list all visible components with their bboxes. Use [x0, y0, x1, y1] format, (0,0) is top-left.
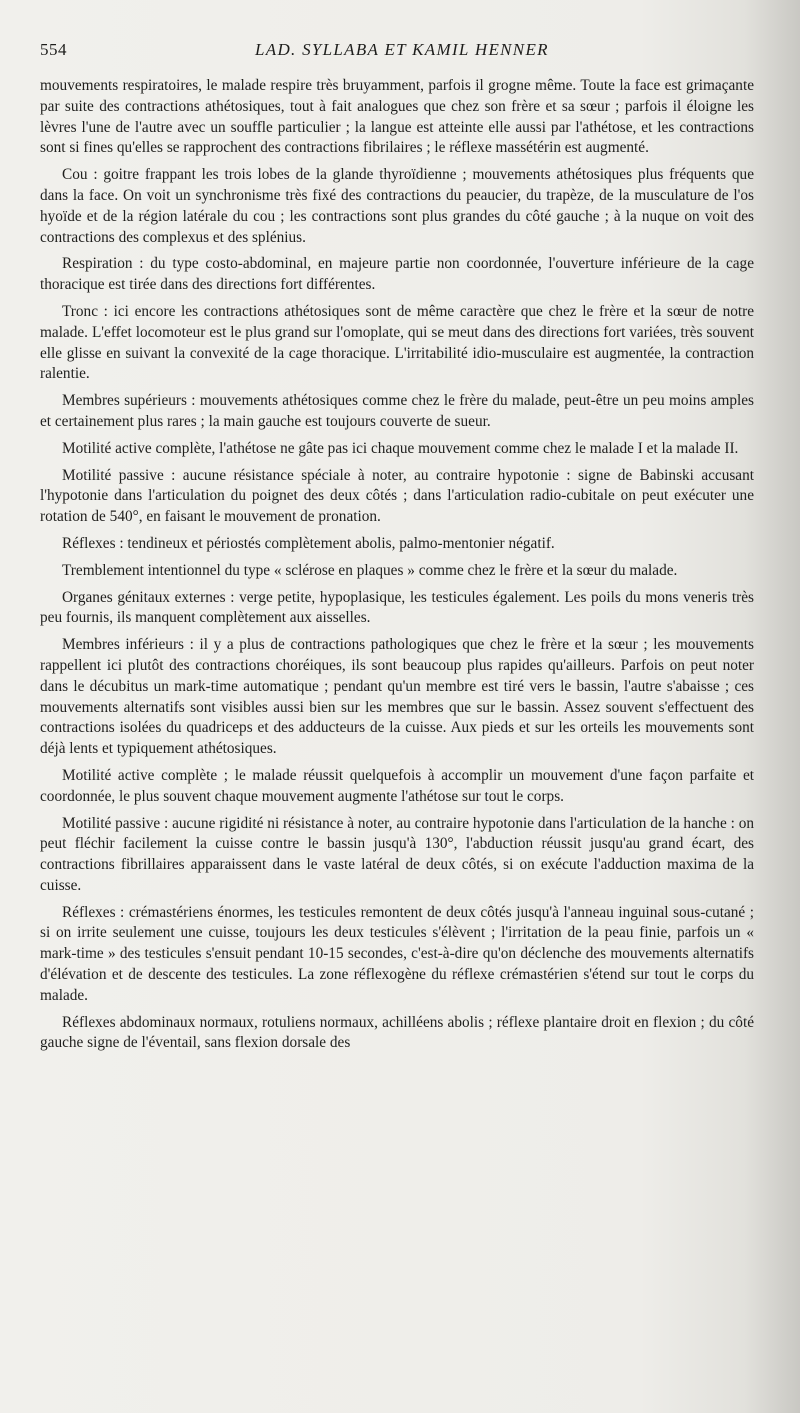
paragraph-tronc: Tronc : ici encore les contractions athétosiques sont de même caractère que chez le frère et la sœur de notre malade. L'effet locomoteur est le plus grand sur l'omoplate, qui se meut dans des directions fort variées, très souvent elle glisse en suivant la convexité de la cage thoracique. L'irritabilité idio-musculaire est augmentée, la contraction ralentie. [40, 302, 754, 383]
paragraph-motilite-passive-inf: Motilité passive : aucune rigidité ni résistance à noter, au contraire hypotonie dans l'articulation de la hanche : on peut fléchir facilement la cuisse contre le bassin jusqu'à 130°, l'abduction réussit jusqu'au grand écart, des contractions fibrillaires apparaissent dans le vaste latéral de deux côtés, si on exécute l'adduction maxima de la cuisse. [40, 814, 754, 894]
body-text [40, 76, 754, 1060]
page-header [40, 40, 760, 64]
paragraph-reflexes-cremasteriens: Réflexes : crémastériens énormes, les testicules remontent de deux côtés jusqu'à l'anneau inguinal sous-cutané ; si on irrite seulement une cuisse, toujours les deux testicules s'élèvent ; l'irritation de la peau finie, parfois un « mark-time » des testicules s'ensuit pendant 10-15 secondes, c'est-à-dire qu'on déclenche des mouvements alternatifs d'élévation et de descente des testicules. La zone réflexogène du réflexe crémastérien s'étend sur tout le corps du malade. [40, 903, 754, 1004]
running-head: LAD. SYLLABA ET KAMIL HENNER [255, 40, 549, 59]
paragraph-reflexes-abdominaux: Réflexes abdominaux normaux, rotuliens normaux, achilléens abolis ; réflexe plantaire droit en flexion ; du côté gauche signe de l'éventail, sans flexion dorsale des [40, 1013, 754, 1052]
paragraph-tremblement: Tremblement intentionnel du type « sclérose en plaques » comme chez le frère et la sœur du malade. [62, 561, 678, 579]
paragraph-motilite-active-sup: Motilité active complète, l'athétose ne gâte pas ici chaque mouvement comme chez le malade I et la malade II. [62, 439, 739, 457]
paragraph-face: mouvements respiratoires, le malade respire très bruyamment, parfois il grogne même. Toute la face est grimaçante par suite des contractions athétosiques, tout à fait analogues que chez son frère et sa sœur ; parfois il éloigne les lèvres l'une de l'autre avec un souffle particulier ; la langue est atteinte elle aussi par l'athétose, et les contractions sont si fines qu'elles se rapprochent des contractions fibrilaires ; le réflexe massétérin est augmenté. [40, 77, 754, 157]
page-number: 554 [40, 40, 67, 59]
paragraph-motilite-active-inf: Motilité active complète ; le malade réussit quelquefois à accomplir un mouvement d'une façon parfaite et coordonnée, le plus souvent chaque mouvement augmente l'athétose sur tout le corps. [40, 766, 754, 805]
paragraph-respiration: Respiration : du type costo-abdominal, en majeure partie non coordonnée, l'ouverture inférieure de la cage thoracique est tirée dans des directions fort différentes. [40, 255, 754, 294]
paragraph-membres-inferieurs: Membres inférieurs : il y a plus de contractions pathologiques que chez le frère et la sœur ; les mouvements rappellent ici plutôt des contractions choréiques, ils sont beaucoup plus rapides qu'ailleurs. Parfois on peut noter dans le décubitus un mark-time automatique ; pendant qu'un membre est tiré vers le bassin, l'autre s'abaisse ; ces mouvements alternatifs sont visibles aussi bien sur les membres que sur le bassin. Assez souvent s'effectuent des contractions isolées du quadriceps et des adducteurs de la cuisse. Aux pieds et sur les orteils les mouvements sont déjà lents et typiquement athétosiques. [40, 636, 754, 758]
paragraph-membres-superieurs: Membres supérieurs : mouvements athétosiques comme chez le frère du malade, peut-être un peu moins amples et certainement plus rares ; la main gauche est toujours couverte de sueur. [40, 392, 754, 430]
paragraph-reflexes-sup: Réflexes : tendineux et périostés complètement abolis, palmo-mentonier négatif. [62, 534, 555, 552]
paragraph-cou: Cou : goitre frappant les trois lobes de la glande thyroïdienne ; mouvements athétosiques plus fréquents que dans la face. On voit un synchronisme très fixé des contractions du peaucier, du trapèze, de la musculature de l'os hyoïde et de la région latérale du cou ; les contractions sont plus grandes du côté gauche ; à la nuque on voit des contractions des complexus et des splénius. [40, 166, 754, 246]
paragraph-organes-genitaux: Organes génitaux externes : verge petite, hypoplasique, les testicules également. Les poils du mons veneris très peu fournis, ils manquent complètement aux aisselles. [40, 588, 754, 627]
paragraph-motilite-passive-sup: Motilité passive : aucune résistance spéciale à noter, au contraire hypotonie : signe de Babinski accusant l'hypotonie dans l'articulation du poignet des deux côtés ; dans l'articulation radio-cubitale on peut exécuter une rotation de 540°, en faisant le mouvement de pronation. [40, 466, 754, 526]
